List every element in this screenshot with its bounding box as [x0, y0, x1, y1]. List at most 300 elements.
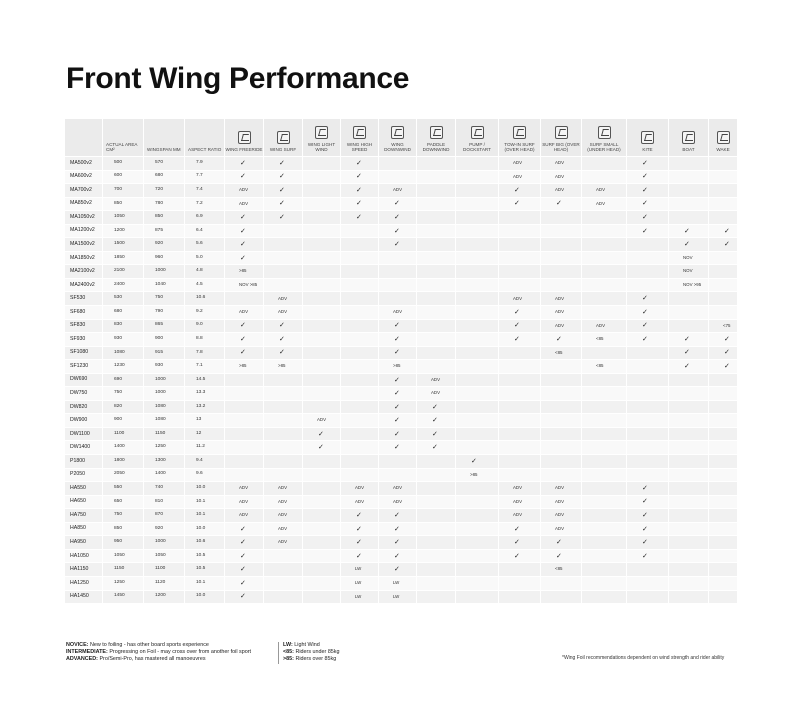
- spec-cell: 7.8: [185, 346, 225, 360]
- recommendation-cell: [303, 576, 341, 590]
- recommendation-cell: NOV >85: [225, 278, 264, 292]
- recommendation-cell: [264, 549, 303, 563]
- recommendation-cell: [627, 590, 669, 604]
- recommendation-cell: [417, 292, 456, 306]
- table-row: [65, 157, 738, 171]
- check-icon: ✓: [627, 211, 669, 225]
- recommendation-cell: LW: [341, 576, 379, 590]
- recommendation-cell: [627, 251, 669, 265]
- recommendation-cell: [709, 482, 738, 496]
- recommendation-cell: [341, 346, 379, 360]
- recommendation-cell: [303, 251, 341, 265]
- recommendation-cell: <85: [582, 360, 627, 374]
- recommendation-cell: [456, 536, 499, 550]
- recommendation-cell: LW: [341, 563, 379, 577]
- recommendation-cell: [303, 278, 341, 292]
- recommendation-cell: [499, 590, 541, 604]
- check-icon: ✓: [499, 522, 541, 536]
- table-row: [65, 495, 738, 509]
- model-name-cell: MA1850v2: [65, 251, 103, 265]
- recommendation-cell: [417, 455, 456, 469]
- recommendation-cell: [541, 387, 582, 401]
- recommendation-cell: [669, 387, 709, 401]
- recommendation-cell: ADV: [499, 509, 541, 523]
- recommendation-cell: [582, 495, 627, 509]
- model-name-cell: HA1250: [65, 576, 103, 590]
- column-header-6: [303, 119, 341, 157]
- recommendation-cell: [379, 455, 417, 469]
- recommendation-cell: [669, 576, 709, 590]
- model-name-cell: MA600v2: [65, 170, 103, 184]
- spec-cell: 10.0: [185, 590, 225, 604]
- recommendation-cell: [627, 563, 669, 577]
- recommendation-cell: [417, 265, 456, 279]
- recommendation-cell: [709, 414, 738, 428]
- spec-cell: 9.0: [185, 319, 225, 333]
- recommendation-cell: [709, 170, 738, 184]
- recommendation-cell: [225, 387, 264, 401]
- check-icon: ✓: [669, 360, 709, 374]
- spec-cell: 9.6: [185, 468, 225, 482]
- recommendation-cell: [264, 251, 303, 265]
- spec-cell: 1080: [144, 414, 185, 428]
- recommendation-cell: [264, 441, 303, 455]
- recommendation-cell: [582, 373, 627, 387]
- recommendation-cell: [303, 238, 341, 252]
- recommendation-cell: [303, 563, 341, 577]
- model-name-cell: P2050: [65, 468, 103, 482]
- spec-cell: 10.5: [185, 549, 225, 563]
- recommendation-cell: [225, 414, 264, 428]
- model-name-cell: DW900: [65, 414, 103, 428]
- check-icon: ✓: [264, 170, 303, 184]
- wing-surf-icon: [277, 131, 290, 144]
- recommendation-cell: [456, 251, 499, 265]
- model-name-cell: HA850: [65, 522, 103, 536]
- check-icon: ✓: [709, 224, 738, 238]
- recommendation-cell: [303, 387, 341, 401]
- table-row: [65, 509, 738, 523]
- recommendation-cell: [456, 306, 499, 320]
- recommendation-cell: [264, 427, 303, 441]
- recommendation-cell: [669, 455, 709, 469]
- check-icon: ✓: [379, 509, 417, 523]
- pump-dockstart-icon: [471, 126, 484, 139]
- recommendation-cell: [541, 251, 582, 265]
- recommendation-cell: [499, 238, 541, 252]
- recommendation-cell: [225, 400, 264, 414]
- wake-icon: [717, 131, 730, 144]
- check-icon: ✓: [379, 536, 417, 550]
- recommendation-cell: [379, 157, 417, 171]
- recommendation-cell: [627, 576, 669, 590]
- recommendation-cell: [499, 346, 541, 360]
- recommendation-cell: [709, 468, 738, 482]
- check-icon: ✓: [669, 333, 709, 347]
- check-icon: ✓: [499, 184, 541, 198]
- recommendation-cell: [499, 387, 541, 401]
- recommendation-cell: LW: [379, 590, 417, 604]
- check-icon: ✓: [379, 319, 417, 333]
- spec-cell: 5.6: [185, 238, 225, 252]
- spec-cell: 13: [185, 414, 225, 428]
- table-row: [65, 549, 738, 563]
- table-row: [65, 360, 738, 374]
- recommendation-cell: ADV: [541, 170, 582, 184]
- recommendation-cell: [341, 319, 379, 333]
- column-header-label: SURF SMALL (UNDER HEAD): [587, 141, 621, 153]
- recommendation-cell: [499, 400, 541, 414]
- recommendation-cell: [225, 373, 264, 387]
- recommendation-cell: [499, 441, 541, 455]
- recommendation-cell: [456, 346, 499, 360]
- check-icon: ✓: [379, 441, 417, 455]
- column-header-12: [541, 119, 582, 157]
- spec-cell: 1050: [103, 549, 144, 563]
- recommendation-cell: NOV: [669, 251, 709, 265]
- spec-cell: 1050: [144, 549, 185, 563]
- table-row: [65, 170, 738, 184]
- recommendation-cell: [582, 509, 627, 523]
- recommendation-cell: [225, 455, 264, 469]
- column-header-label: SURF BIG (OVER HEAD): [542, 141, 580, 153]
- recommendation-cell: [341, 360, 379, 374]
- spec-cell: 700: [103, 184, 144, 198]
- recommendation-cell: [709, 563, 738, 577]
- column-header-3: [185, 119, 225, 157]
- recommendation-cell: [417, 482, 456, 496]
- check-icon: ✓: [417, 427, 456, 441]
- recommendation-cell: [582, 482, 627, 496]
- recommendation-cell: [582, 522, 627, 536]
- recommendation-cell: [541, 373, 582, 387]
- recommendation-cell: [709, 495, 738, 509]
- recommendation-cell: [264, 224, 303, 238]
- check-icon: ✓: [627, 292, 669, 306]
- recommendation-cell: [303, 549, 341, 563]
- recommendation-cell: [627, 265, 669, 279]
- column-header-label: KITE: [642, 147, 653, 153]
- spec-cell: 12: [185, 427, 225, 441]
- spec-cell: 2400: [103, 278, 144, 292]
- spec-cell: 5.0: [185, 251, 225, 265]
- spec-cell: 1200: [144, 590, 185, 604]
- recommendation-cell: ADV: [264, 495, 303, 509]
- recommendation-cell: [582, 211, 627, 225]
- recommendation-cell: [541, 265, 582, 279]
- recommendation-cell: [709, 509, 738, 523]
- recommendation-cell: ADV: [303, 414, 341, 428]
- recommendation-cell: [417, 549, 456, 563]
- recommendation-cell: [709, 387, 738, 401]
- check-icon: ✓: [379, 400, 417, 414]
- table-row: [65, 522, 738, 536]
- recommendation-cell: [264, 238, 303, 252]
- recommendation-cell: [303, 468, 341, 482]
- check-icon: ✓: [669, 346, 709, 360]
- model-name-cell: MA2100v2: [65, 265, 103, 279]
- model-name-cell: DW750: [65, 387, 103, 401]
- recommendation-cell: [303, 346, 341, 360]
- column-header-label: WINGSPAN MM: [147, 147, 181, 153]
- spec-cell: 750: [103, 509, 144, 523]
- table-row: [65, 346, 738, 360]
- recommendation-cell: [417, 360, 456, 374]
- recommendation-cell: [341, 333, 379, 347]
- recommendation-cell: [417, 238, 456, 252]
- model-name-cell: HA550: [65, 482, 103, 496]
- recommendation-cell: [709, 184, 738, 198]
- recommendation-cell: [627, 346, 669, 360]
- recommendation-cell: [264, 576, 303, 590]
- spec-cell: 870: [144, 509, 185, 523]
- model-name-cell: HA750: [65, 509, 103, 523]
- spec-cell: 1230: [103, 360, 144, 374]
- spec-cell: 810: [144, 495, 185, 509]
- model-name-cell: HA1450: [65, 590, 103, 604]
- recommendation-cell: [582, 251, 627, 265]
- recommendation-cell: [627, 400, 669, 414]
- recommendation-cell: ADV: [264, 536, 303, 550]
- recommendation-cell: [264, 400, 303, 414]
- spec-cell: 900: [103, 414, 144, 428]
- recommendation-cell: [264, 387, 303, 401]
- check-icon: ✓: [225, 224, 264, 238]
- recommendation-cell: [669, 197, 709, 211]
- recommendation-cell: [669, 482, 709, 496]
- check-icon: ✓: [341, 509, 379, 523]
- recommendation-cell: [709, 251, 738, 265]
- check-icon: ✓: [627, 333, 669, 347]
- check-icon: ✓: [499, 197, 541, 211]
- recommendation-cell: [541, 211, 582, 225]
- recommendation-cell: [541, 468, 582, 482]
- spec-cell: 1800: [103, 455, 144, 469]
- column-header-11: [499, 119, 541, 157]
- recommendation-cell: [341, 414, 379, 428]
- recommendation-cell: ADV: [499, 170, 541, 184]
- check-icon: ✓: [627, 224, 669, 238]
- spec-cell: 530: [103, 292, 144, 306]
- check-icon: ✓: [379, 197, 417, 211]
- model-name-cell: DW690: [65, 373, 103, 387]
- spec-cell: 1100: [103, 427, 144, 441]
- check-icon: ✓: [264, 333, 303, 347]
- recommendation-cell: [417, 495, 456, 509]
- recommendation-cell: [456, 238, 499, 252]
- check-icon: ✓: [627, 306, 669, 320]
- recommendation-cell: [669, 495, 709, 509]
- recommendation-cell: [582, 346, 627, 360]
- table-body: [65, 157, 738, 604]
- table-row: [65, 292, 738, 306]
- recommendation-cell: <85: [541, 563, 582, 577]
- check-icon: ✓: [379, 238, 417, 252]
- recommendation-cell: ADV: [582, 197, 627, 211]
- recommendation-cell: [303, 495, 341, 509]
- recommendation-cell: [417, 563, 456, 577]
- recommendation-cell: [709, 455, 738, 469]
- spec-cell: 820: [103, 400, 144, 414]
- model-name-cell: MA700v2: [65, 184, 103, 198]
- check-icon: ✓: [379, 224, 417, 238]
- check-icon: ✓: [379, 563, 417, 577]
- recommendation-cell: [264, 455, 303, 469]
- recommendation-cell: ADV: [541, 495, 582, 509]
- recommendation-cell: [709, 400, 738, 414]
- check-icon: ✓: [379, 387, 417, 401]
- check-icon: ✓: [541, 333, 582, 347]
- check-icon: ✓: [264, 197, 303, 211]
- recommendation-cell: [669, 157, 709, 171]
- check-icon: ✓: [264, 157, 303, 171]
- recommendation-cell: [627, 238, 669, 252]
- spec-cell: 1120: [144, 576, 185, 590]
- recommendation-cell: [379, 292, 417, 306]
- table-row: [65, 278, 738, 292]
- spec-cell: 1000: [144, 373, 185, 387]
- table-row: [65, 211, 738, 225]
- column-header-7: [341, 119, 379, 157]
- recommendation-cell: [669, 563, 709, 577]
- check-icon: ✓: [379, 346, 417, 360]
- spec-cell: 550: [103, 482, 144, 496]
- recommendation-cell: [379, 265, 417, 279]
- check-icon: ✓: [341, 522, 379, 536]
- recommendation-cell: ADV: [499, 157, 541, 171]
- column-header-label: BOAT: [682, 147, 695, 153]
- table-row: [65, 197, 738, 211]
- check-icon: ✓: [303, 441, 341, 455]
- recommendation-cell: [541, 224, 582, 238]
- recommendation-cell: [582, 536, 627, 550]
- spec-cell: 1400: [144, 468, 185, 482]
- performance-table: [64, 118, 738, 604]
- recommendation-cell: ADV: [225, 197, 264, 211]
- recommendation-cell: [582, 387, 627, 401]
- check-icon: ✓: [709, 333, 738, 347]
- recommendation-cell: [303, 170, 341, 184]
- spec-cell: 850: [144, 211, 185, 225]
- recommendation-cell: >85: [225, 265, 264, 279]
- spec-cell: 9.2: [185, 306, 225, 320]
- recommendation-cell: ADV: [541, 482, 582, 496]
- spec-cell: 9.4: [185, 455, 225, 469]
- recommendation-cell: [379, 468, 417, 482]
- recommendation-cell: [456, 265, 499, 279]
- legend-intermediate: INTERMEDIATE: Progressing on Foil - may cross over from another foil sport: [66, 649, 252, 656]
- spec-cell: 875: [144, 224, 185, 238]
- spec-cell: 6.4: [185, 224, 225, 238]
- recommendation-cell: [582, 400, 627, 414]
- column-header-14: [627, 119, 669, 157]
- spec-cell: 930: [103, 333, 144, 347]
- check-icon: ✓: [669, 224, 709, 238]
- check-icon: ✓: [341, 197, 379, 211]
- recommendation-cell: <85: [582, 333, 627, 347]
- spec-cell: 1000: [144, 536, 185, 550]
- column-header-4: [225, 119, 264, 157]
- recommendation-cell: ADV: [541, 292, 582, 306]
- recommendation-cell: ADV: [341, 495, 379, 509]
- check-icon: ✓: [627, 482, 669, 496]
- recommendation-cell: [303, 400, 341, 414]
- model-name-cell: MA850v2: [65, 197, 103, 211]
- recommendation-cell: [379, 251, 417, 265]
- recommendation-cell: [499, 576, 541, 590]
- spec-cell: 500: [103, 157, 144, 171]
- recommendation-cell: [709, 278, 738, 292]
- recommendation-cell: >85: [379, 360, 417, 374]
- check-icon: ✓: [627, 509, 669, 523]
- recommendation-cell: [264, 414, 303, 428]
- recommendation-cell: ADV: [582, 184, 627, 198]
- recommendation-cell: [499, 455, 541, 469]
- recommendation-cell: [669, 414, 709, 428]
- spec-cell: 960: [144, 251, 185, 265]
- check-icon: ✓: [341, 184, 379, 198]
- recommendation-cell: [669, 306, 709, 320]
- recommendation-cell: [582, 238, 627, 252]
- check-icon: ✓: [379, 427, 417, 441]
- recommendation-cell: [303, 590, 341, 604]
- spec-cell: 10.0: [185, 522, 225, 536]
- recommendation-cell: [499, 468, 541, 482]
- spec-cell: 830: [103, 319, 144, 333]
- recommendation-cell: [709, 576, 738, 590]
- check-icon: ✓: [225, 563, 264, 577]
- column-header-label: PADDLE DOWNWIND: [422, 141, 450, 153]
- recommendation-cell: ADV: [541, 522, 582, 536]
- recommendation-cell: [627, 278, 669, 292]
- recommendation-cell: [417, 157, 456, 171]
- recommendation-cell: [669, 522, 709, 536]
- recommendation-cell: [303, 265, 341, 279]
- spec-cell: 750: [103, 387, 144, 401]
- recommendation-cell: [627, 427, 669, 441]
- spec-cell: 780: [144, 197, 185, 211]
- spec-cell: 7.7: [185, 170, 225, 184]
- check-icon: ✓: [379, 333, 417, 347]
- model-name-cell: SF930: [65, 333, 103, 347]
- check-icon: ✓: [341, 536, 379, 550]
- model-name-cell: MA1050v2: [65, 211, 103, 225]
- recommendation-cell: ADV: [264, 292, 303, 306]
- recommendation-cell: [456, 373, 499, 387]
- recommendation-cell: [225, 468, 264, 482]
- table-row: [65, 319, 738, 333]
- footnote: *Wing Foil recommendations dependent on wind strength and rider ability: [562, 655, 725, 661]
- recommendation-cell: [709, 292, 738, 306]
- recommendation-cell: [456, 278, 499, 292]
- recommendation-cell: [456, 590, 499, 604]
- recommendation-cell: [582, 157, 627, 171]
- surf-small-icon: [598, 126, 611, 139]
- recommendation-cell: [582, 278, 627, 292]
- spec-cell: 1000: [144, 387, 185, 401]
- recommendation-cell: [627, 468, 669, 482]
- recommendation-cell: [669, 427, 709, 441]
- check-icon: ✓: [225, 536, 264, 550]
- recommendation-cell: [303, 522, 341, 536]
- recommendation-cell: [456, 576, 499, 590]
- recommendation-cell: [541, 400, 582, 414]
- recommendation-cell: ADV: [541, 306, 582, 320]
- table-row: [65, 333, 738, 347]
- spec-cell: 570: [144, 157, 185, 171]
- spec-cell: 13.3: [185, 387, 225, 401]
- recommendation-cell: [499, 224, 541, 238]
